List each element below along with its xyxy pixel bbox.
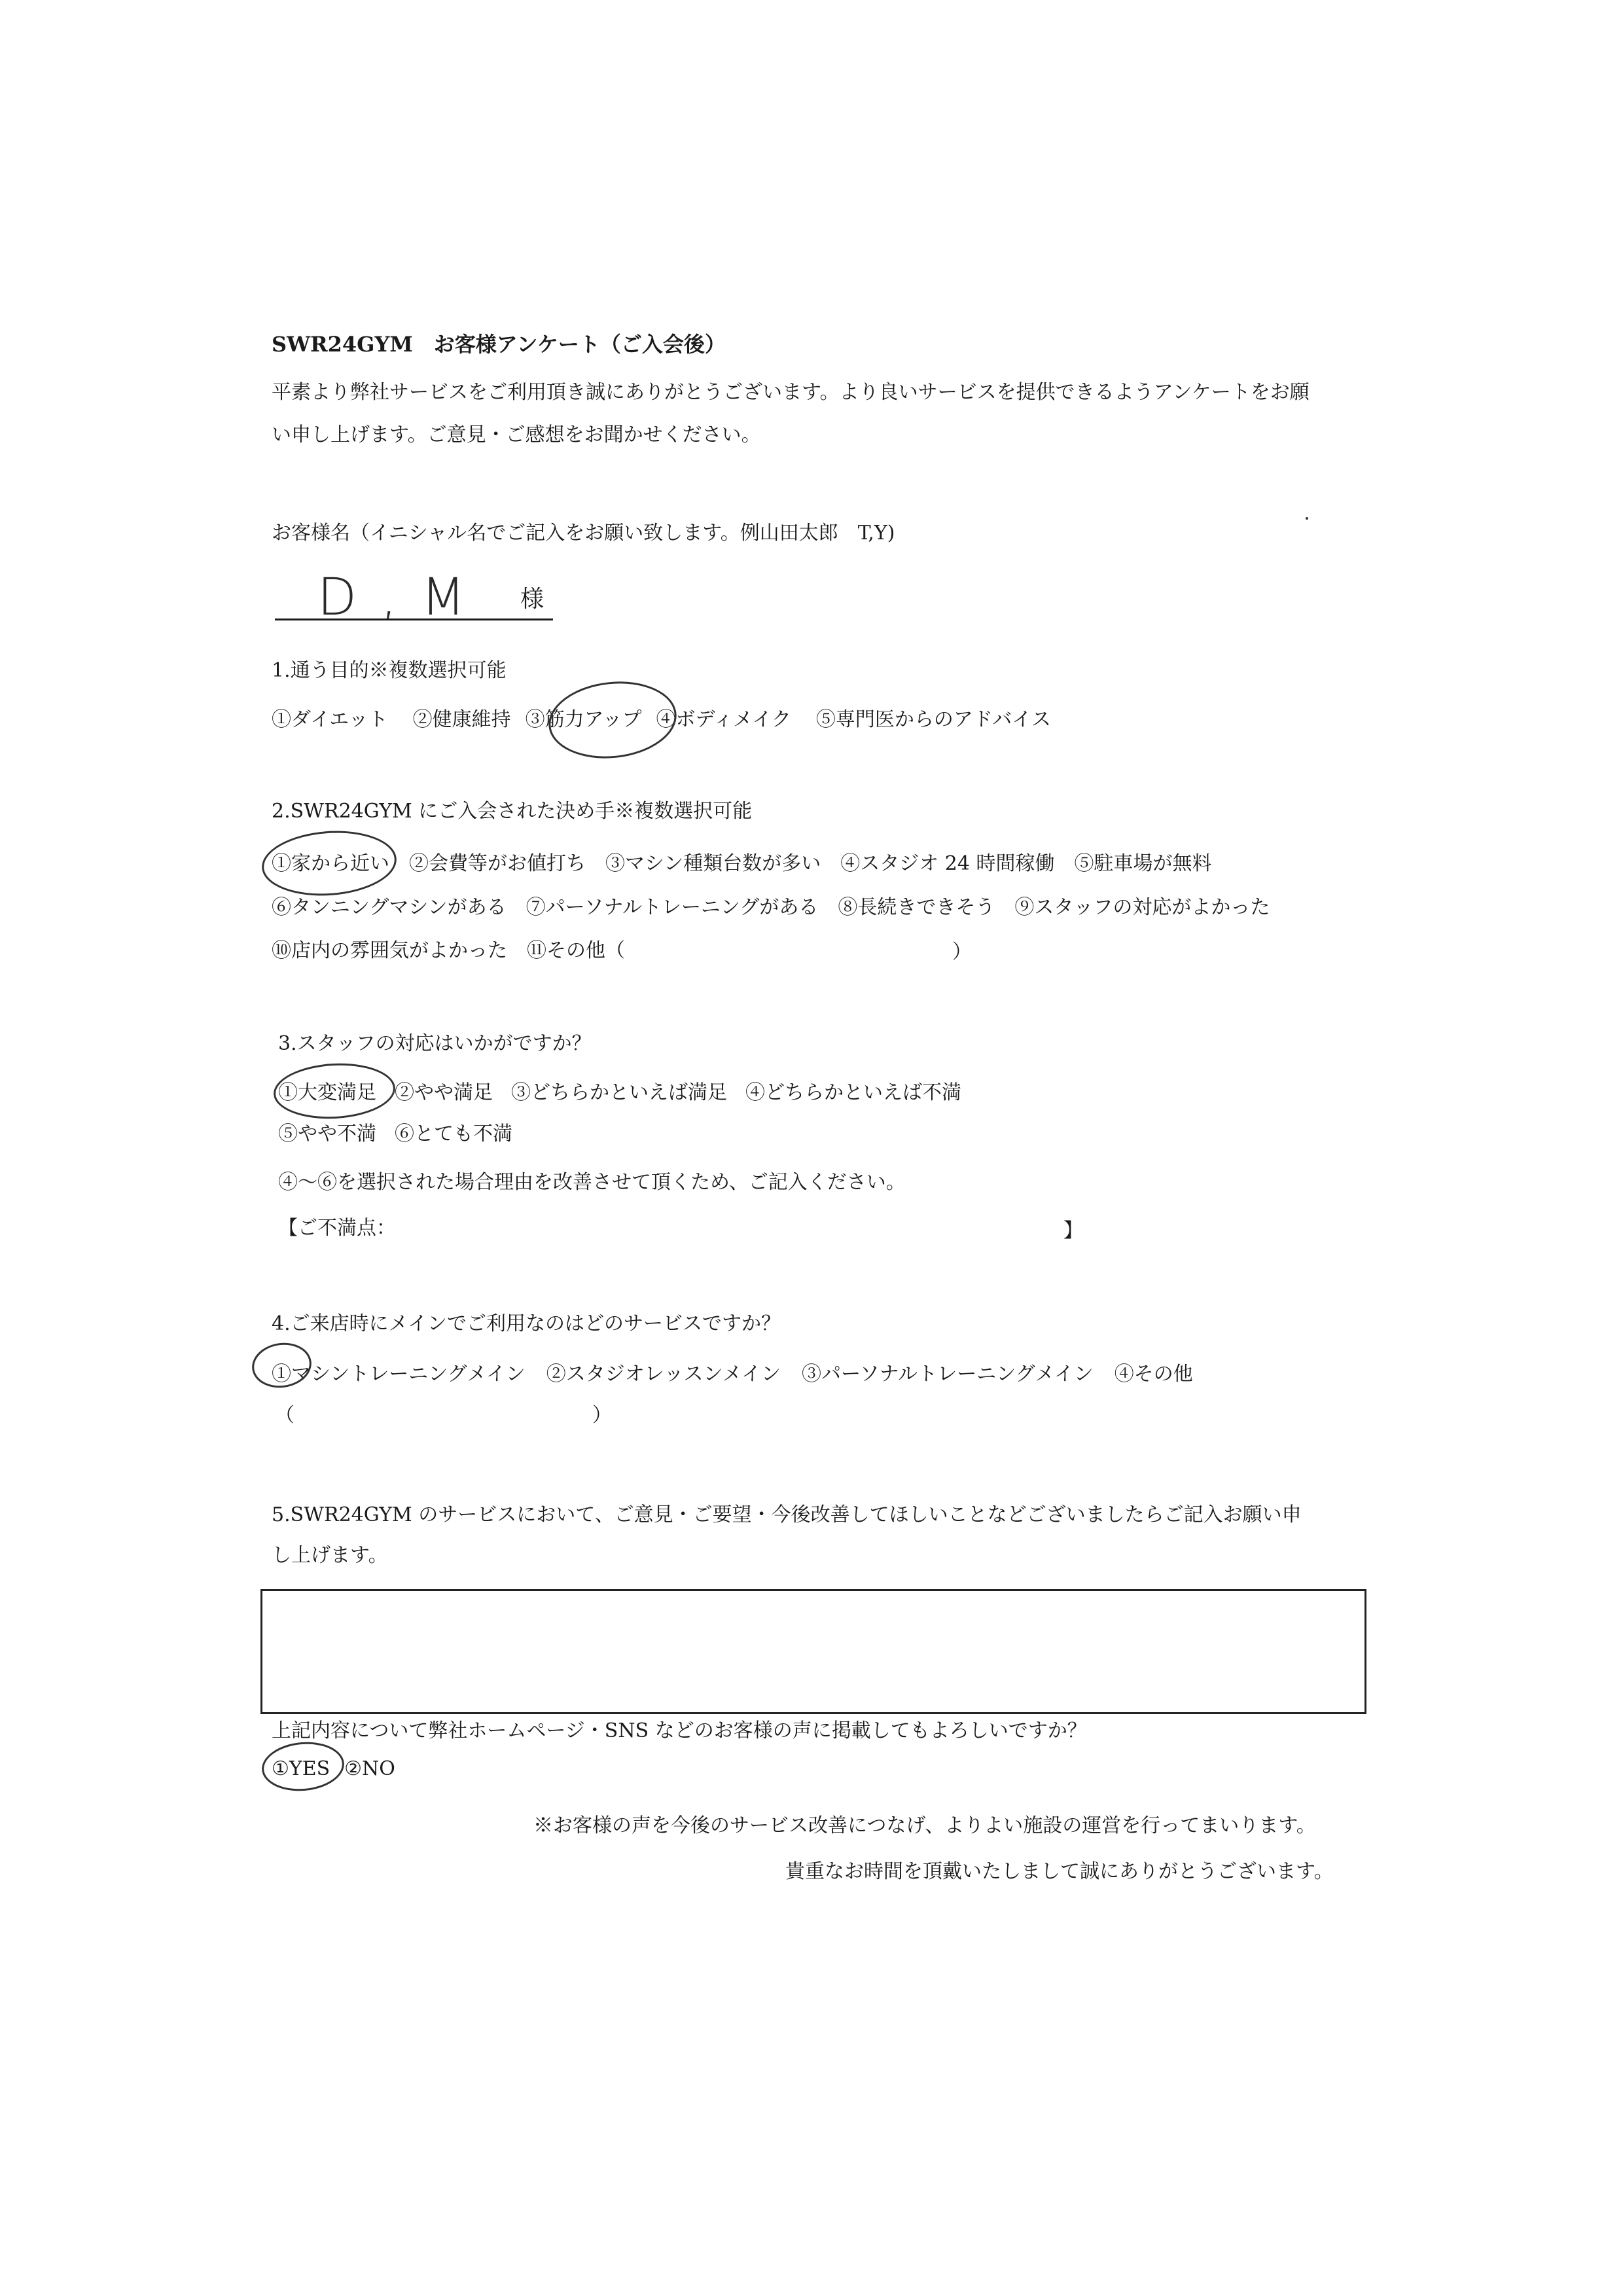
intro-text-line1: 平素より弊社サービスをご利用頂き誠にありがとうございます。より良いサービスを提供できるようアンケートをお願	[272, 381, 1310, 404]
q5-question-line1: 5.SWR24GYM のサービスにおいて、ご意見・ご要望・今後改善してほしいことなどございましたらご記入お願い申	[272, 1503, 1302, 1526]
q4-option-1[interactable]: ①マシントレーニングメイン	[272, 1363, 526, 1386]
q2-other-close-bracket: ）	[952, 941, 972, 963]
q2-option-5[interactable]: ⑤駐車場が無料	[1074, 852, 1212, 875]
q1-option-3[interactable]: ③筋力アップ	[525, 708, 642, 731]
q1-question: 1.通う目的※複数選択可能	[272, 659, 507, 682]
footer-thanks: 貴重なお時間を頂戴いたしまして誠にありがとうございます。	[785, 1860, 1334, 1883]
q3-note: ④～⑥を選択された場合理由を改善させて頂くため、ご記入ください。	[278, 1171, 906, 1194]
q3-option-3[interactable]: ③どちらかといえば満足	[511, 1081, 727, 1104]
customer-name-underline	[275, 619, 553, 620]
publish-question: 上記内容について弊社ホームページ・SNS などのお客様の声に掲載してもよろしいですか？	[272, 1719, 1087, 1742]
q4-option-2[interactable]: ②スタジオレッスンメイン	[546, 1363, 781, 1386]
footer-note: ※お客様の声を今後のサービス改善につなげ、よりよい施設の運営を行ってまいります。	[533, 1814, 1316, 1837]
publish-yes-option[interactable]: ①YES	[272, 1757, 330, 1780]
customer-honorific: 様	[520, 586, 544, 613]
q2-options-row3	[272, 941, 625, 961]
q3-option-6[interactable]: ⑥とても不満	[395, 1122, 512, 1145]
q2-option-4[interactable]: ④スタジオ 24 時間稼働	[840, 852, 1055, 875]
q4-other-open-bracket: （	[275, 1404, 294, 1427]
q2-option-1[interactable]: ①家から近い	[272, 852, 389, 875]
q2-question: 2.SWR24GYM にご入会された決め手※複数選択可能	[272, 800, 753, 823]
q1-option-4[interactable]: ④ボディメイク	[656, 708, 791, 731]
q3-complaint-close: 】	[1063, 1219, 1083, 1242]
q3-option-4[interactable]: ④どちらかといえば不満	[745, 1081, 961, 1104]
q5-question-line2: し上げます。	[272, 1544, 388, 1567]
q3-question: 3.スタッフの対応はいかがですか？	[278, 1032, 592, 1055]
page-title: SWR24GYM お客様アンケート（ご入会後）	[272, 332, 726, 357]
q4-other-field[interactable]	[301, 1404, 589, 1430]
q4-question: 4.ご来店時にメインでご利用なのはどのサービスですか？	[272, 1312, 781, 1335]
q2-option-2[interactable]: ②会費等がお値打ち	[409, 852, 586, 875]
customer-name-field[interactable]: D , M	[317, 568, 469, 627]
q2-options-row2	[272, 898, 1270, 918]
q3-selection-circle	[272, 1060, 397, 1122]
q3-complaint-label: 【ご不満点：	[278, 1217, 396, 1240]
publish-no-option[interactable]: ②NO	[344, 1757, 395, 1780]
q2-option-9[interactable]: ⑨スタッフの対応がよかった	[1014, 896, 1270, 919]
q3-option-1[interactable]: ①大変満足	[278, 1081, 376, 1104]
q1-selection-circle	[544, 675, 680, 764]
q2-option-11[interactable]: ⑪その他（	[527, 939, 625, 962]
q1-option-2[interactable]: ②健康維持	[412, 708, 511, 731]
q2-option-3[interactable]: ③マシン種類台数が多い	[605, 852, 821, 875]
q2-options-row1	[272, 854, 1212, 874]
q3-option-2[interactable]: ②やや満足	[395, 1081, 493, 1104]
q3-option-5[interactable]: ⑤やや不満	[278, 1122, 376, 1145]
customer-name-label: お客様名（イニシャル名でご記入をお願い致します。例山田太郎 T,Y)	[272, 522, 895, 545]
publish-selection-circle	[260, 1739, 346, 1795]
q4-other-close-bracket: ）	[592, 1404, 612, 1427]
q1-option-5[interactable]: ⑤専門医からのアドバイス	[815, 708, 1052, 731]
q2-selection-circle	[260, 827, 399, 900]
q2-option-6[interactable]: ⑥タンニングマシンがある	[272, 896, 507, 919]
q1-option-1[interactable]: ①ダイエット	[272, 708, 388, 731]
q4-option-3[interactable]: ③パーソナルトレーニングメイン	[801, 1363, 1094, 1386]
q2-option-10[interactable]: ⑩店内の雰囲気がよかった	[272, 939, 507, 962]
q2-option-8[interactable]: ⑧長続きできそう	[838, 896, 995, 919]
q2-option-7[interactable]: ⑦パーソナルトレーニングがある	[526, 896, 819, 919]
q5-comment-box[interactable]	[260, 1589, 1366, 1714]
scan-speck	[1306, 517, 1308, 520]
q3-options-row2	[278, 1124, 512, 1144]
q4-option-4[interactable]: ④その他	[1114, 1363, 1193, 1386]
q3-complaint-field[interactable]	[406, 1216, 1060, 1242]
intro-text-line2: い申し上げます。ご意見・ご感想をお聞かせください。	[272, 423, 761, 446]
q4-options	[272, 1365, 1193, 1384]
